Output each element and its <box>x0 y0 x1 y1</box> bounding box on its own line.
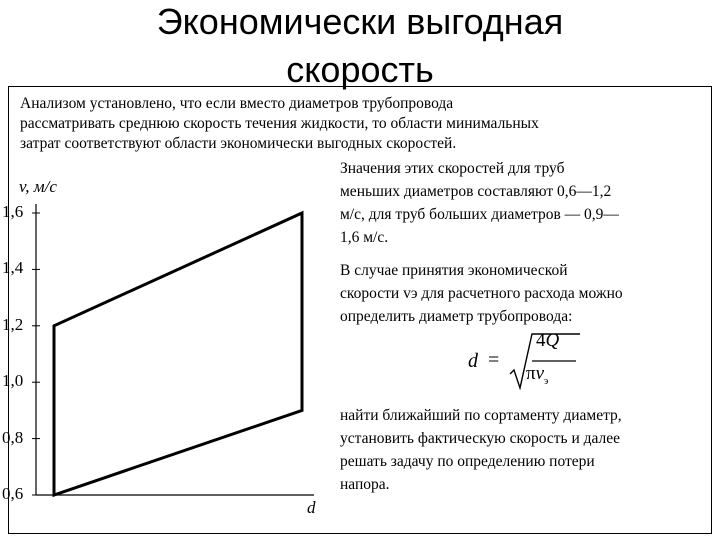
intro-line: рассматривать среднюю скорость течения жидкости, то области минимальных <box>20 115 539 132</box>
slide-title-line-2: скорость <box>286 49 434 90</box>
text-line: 1,6 м/с. <box>340 229 389 246</box>
text-line: решать задачу по определению потери <box>340 453 595 470</box>
text-line: напора. <box>340 476 390 493</box>
formula-lhs: d <box>468 350 478 372</box>
y-tick-label: 1,6 <box>2 202 24 221</box>
economic-speed-region <box>54 213 302 495</box>
text-line: меньших диаметров составляют 0,6—1,2 <box>340 183 612 200</box>
text-line: определить диаметр трубопровода: <box>340 308 573 325</box>
text-line: Значения этих скоростей для труб <box>340 160 565 177</box>
intro-line: затрат соответствуют области экономически выгодных скоростей. <box>20 135 457 152</box>
formula-equals: = <box>488 349 500 371</box>
slide-title-line-1: Экономически выгодная <box>156 1 564 42</box>
formula-denominator: $\pi v_э$ <box>526 363 549 387</box>
y-tick-label: 0,8 <box>2 427 24 447</box>
x-axis-label: d <box>307 498 316 517</box>
y-tick-label: 1,0 <box>2 371 24 391</box>
y-tick-label: 1,4 <box>2 258 24 278</box>
text-line: скорости vэ для расчетного расхода можно <box>340 285 623 302</box>
y-axis-label: v, м/с <box>19 177 57 196</box>
text-line: найти ближайший по сортаменту диаметр, <box>340 407 622 424</box>
y-tick-label: 0,6 <box>2 484 24 503</box>
text-line: установить фактическую скорость и далее <box>340 430 621 447</box>
intro-line: Анализом установлено, что если вместо диаметров трубопровода <box>20 95 454 112</box>
text-line: м/с, для труб больших диаметров — 0,9— <box>340 206 619 223</box>
y-tick-label: 1,2 <box>2 314 24 334</box>
text-line: В случае принятия экономической <box>340 262 568 279</box>
formula-numerator: 4Q <box>536 330 560 351</box>
